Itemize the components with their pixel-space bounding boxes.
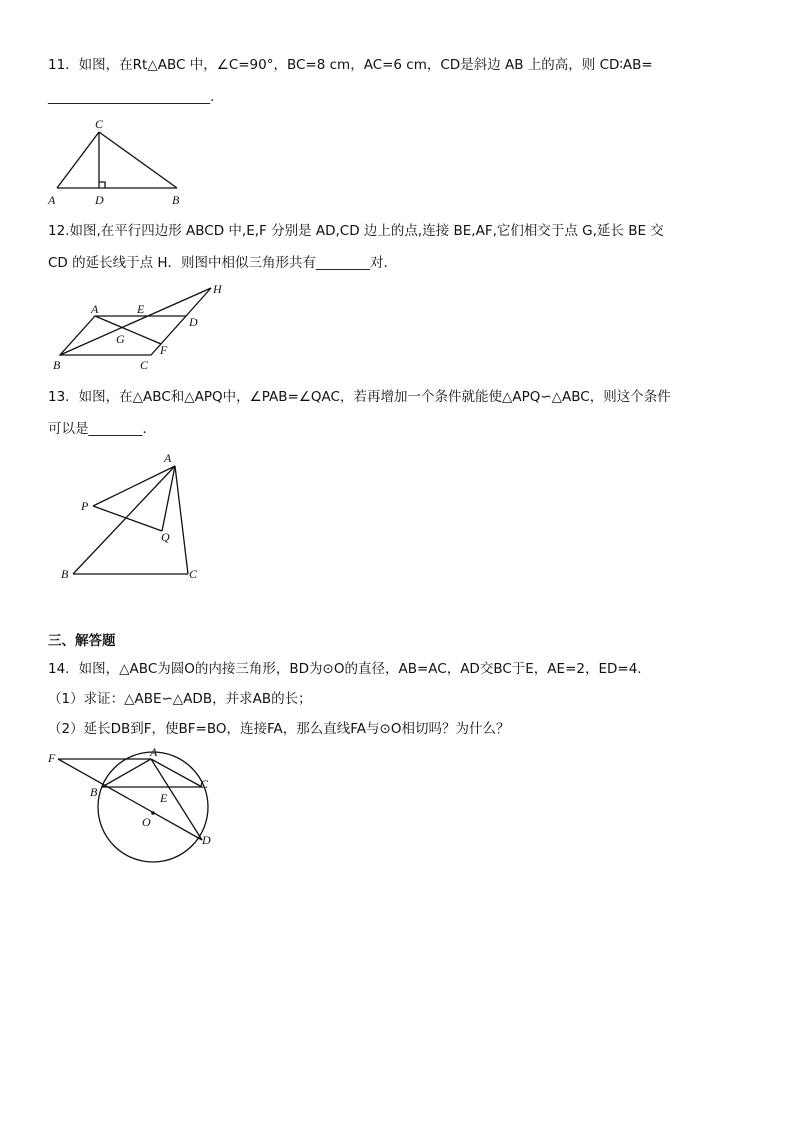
q12-label-f: F <box>160 343 168 357</box>
q14-label-o: O <box>142 815 151 829</box>
q14-label-c: C <box>200 777 209 791</box>
q11-label-d: D <box>95 193 104 207</box>
q11-figure <box>40 114 200 210</box>
q13-label-p: P <box>81 499 89 513</box>
q12-label-h: H <box>213 282 222 296</box>
q12-label-e: E <box>137 302 145 316</box>
q12-text-line2: CD 的延长线于点 H．则图中相似三角形共有________对. <box>48 255 388 271</box>
q14-center-dot <box>151 811 155 815</box>
q14-label-d: D <box>202 833 211 847</box>
q11-text-line1: 11．如图，在Rt△ABC 中，∠C=90°，BC=8 cm，AC=6 cm，CD是斜边 AB 上的高，则 CD∶AB= <box>48 57 653 73</box>
q13-figure <box>55 448 215 588</box>
q12-label-g: G <box>116 332 125 346</box>
q13-label-a: A <box>164 451 172 465</box>
q14-text-line1: 14．如图，△ABC为圆O的内接三角形，BD为⊙O的直径，AB=AC，AD交BC于E，AE=2，ED=4. <box>48 661 642 677</box>
q14-label-a: A <box>150 745 158 759</box>
q14-line-ac <box>151 759 202 787</box>
q11-text-line2: ________________________. <box>48 89 215 105</box>
q12-label-c: C <box>140 358 149 372</box>
q14-part2: （2）延长DB到F，使BF=BO，连接FA，那么直线FA与⊙O相切吗？为什么？ <box>48 721 510 737</box>
q13-side-ac <box>175 466 188 574</box>
q13-label-b: B <box>61 567 69 581</box>
q12-line-af <box>95 316 161 344</box>
q14-figure <box>42 744 232 874</box>
q14-label-f: F <box>48 751 56 765</box>
q13-side-aq <box>162 466 175 531</box>
q13-text-line1: 13．如图，在△ABC和△APQ中，∠PAB=∠QAC，若再增加一个条件就能使△APQ∽△ABC，则这个条件 <box>48 389 671 405</box>
q14-label-e: E <box>160 791 168 805</box>
q11-side-ac <box>57 132 99 188</box>
section-title-answers: 三、解答题 <box>48 633 116 649</box>
q14-circle-o <box>98 752 208 862</box>
q11-side-cb <box>99 132 177 188</box>
q12-extension-dh <box>186 288 211 316</box>
q12-figure <box>45 282 245 374</box>
q13-side-ab <box>73 466 175 574</box>
q13-label-c: C <box>189 567 198 581</box>
q13-side-ap <box>93 466 175 506</box>
q13-side-pq <box>93 506 162 531</box>
q14-part1: （1）求证：△ABE∽△ADB，并求AB的长； <box>48 691 312 707</box>
q13-text-line2: 可以是________． <box>48 421 156 437</box>
q12-text-line1: 12.如图,在平行四边形 ABCD 中,E,F 分别是 AD,CD 边上的点,连接 BE,AF,它们相交于点 G,延长 BE 交 <box>48 223 664 239</box>
q12-label-b: B <box>53 358 61 372</box>
q12-label-a: A <box>91 302 99 316</box>
q11-label-c: C <box>95 117 104 131</box>
q13-label-q: Q <box>161 530 170 544</box>
q11-right-angle-mark <box>99 182 105 188</box>
q12-label-d: D <box>189 315 198 329</box>
q14-label-b: B <box>90 785 98 799</box>
q11-label-a: A <box>48 193 56 207</box>
q11-label-b: B <box>172 193 180 207</box>
